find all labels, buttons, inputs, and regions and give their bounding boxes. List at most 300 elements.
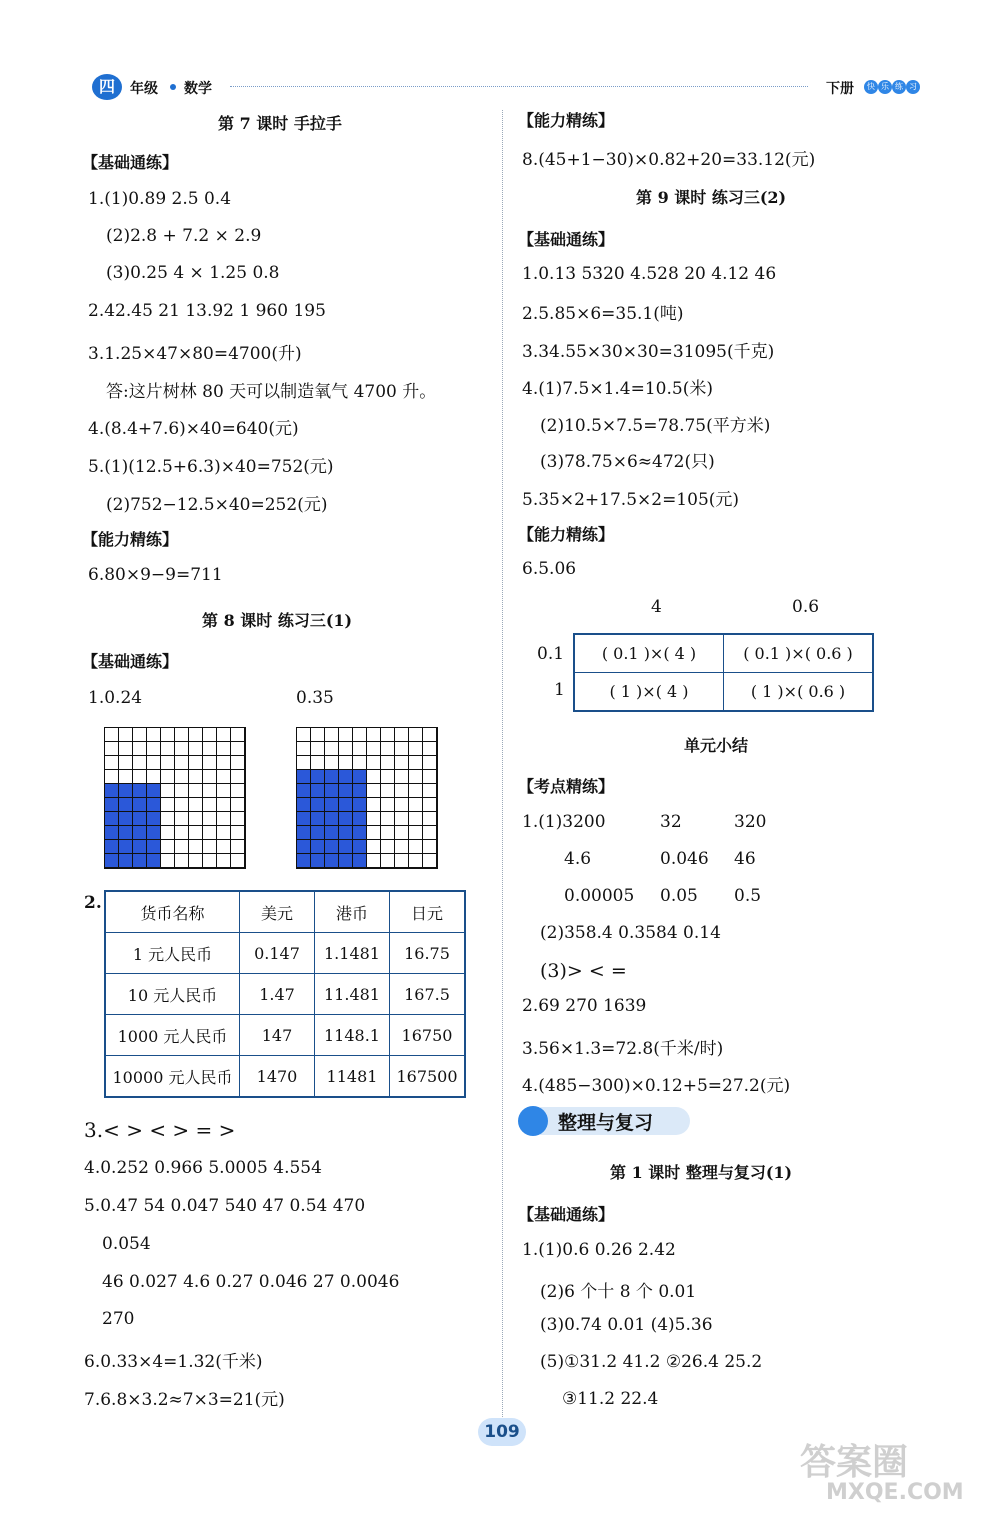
grid-cell [325, 798, 339, 812]
table-cell: 1.1481 [315, 933, 390, 974]
grid-cell [339, 770, 353, 784]
grid-cell [409, 728, 423, 742]
table-row [574, 634, 873, 673]
table-header-cell: 货币名称 [105, 891, 240, 933]
grid-cell [217, 854, 231, 868]
header-pill-3: 练 [892, 80, 906, 94]
column-divider [502, 110, 503, 1445]
grid-cell [133, 784, 147, 798]
u-q1d: (2)358.4 0.3584 0.14 [540, 923, 721, 943]
grid-cell [381, 854, 395, 868]
l8-q1: 1.0.24 [88, 688, 143, 708]
grid-cell [395, 812, 409, 826]
table-cell: 1000 元人民币 [105, 1015, 240, 1056]
grid-cell [231, 770, 245, 784]
grid-cell [395, 826, 409, 840]
table-cell: ( 0.1 )×( 4 ) [574, 634, 724, 673]
grid-cell [339, 826, 353, 840]
grid-cell [119, 854, 133, 868]
grid-cell [325, 826, 339, 840]
table-cell: 1 元人民币 [105, 933, 240, 974]
table-cell: ( 0.1 )×( 0.6 ) [724, 634, 874, 673]
grid-cell [339, 798, 353, 812]
grid-cell [311, 728, 325, 742]
u-q1c: 0.00005 [564, 886, 635, 906]
grid-cell [217, 812, 231, 826]
grid-cell [161, 812, 175, 826]
grid-cell [297, 770, 311, 784]
grid-cell [231, 728, 245, 742]
l7-q4: 4.(8.4+7.6)×40=640(元) [88, 419, 299, 439]
mult-col-label: 4 [651, 597, 662, 617]
grid-cell [105, 770, 119, 784]
grid-cell [105, 784, 119, 798]
grid-cell [297, 854, 311, 868]
table-cell: ( 1 )×( 0.6 ) [724, 673, 874, 712]
grid-cell [367, 784, 381, 798]
grid-cell [325, 854, 339, 868]
grid-cell [161, 770, 175, 784]
l8-basic-heading: 【基础通练】 [82, 652, 179, 671]
grid-cell [423, 756, 437, 770]
grid-cell [325, 728, 339, 742]
grid-cell [353, 854, 367, 868]
grid-cell [409, 784, 423, 798]
l9-q3: 3.34.55×30×30=31095(千克) [522, 342, 775, 362]
grid-cell [339, 784, 353, 798]
grid-cell [189, 770, 203, 784]
grid-cell [423, 840, 437, 854]
grid-cell [119, 840, 133, 854]
table-row [105, 1056, 465, 1098]
grid-cell [409, 854, 423, 868]
grid-cell [353, 784, 367, 798]
grid-cell [353, 770, 367, 784]
volume-label: 下册 [826, 81, 854, 97]
grid-cell [297, 728, 311, 742]
table-header-row [105, 891, 465, 933]
grid-cell [409, 742, 423, 756]
grid-cell [231, 742, 245, 756]
grid-cell [231, 798, 245, 812]
grid-cell [297, 812, 311, 826]
l7-q1b: (2)2.8 + 7.2 × 2.9 [106, 226, 262, 246]
grid-cell [311, 770, 325, 784]
grid-cell [175, 784, 189, 798]
u-q1a-3: 320 [734, 812, 767, 832]
grid-cell [339, 728, 353, 742]
header-dot [170, 84, 176, 90]
grid-cell [381, 742, 395, 756]
r1-q1d: (5)①31.2 41.2 ②26.4 25.2 [540, 1352, 763, 1372]
grid-cell [189, 728, 203, 742]
l8-q5d: 270 [102, 1309, 135, 1329]
r1-basic-heading: 【基础通练】 [518, 1205, 615, 1224]
grid-cell [367, 854, 381, 868]
grid-cell [325, 770, 339, 784]
l9-q6: 6.5.06 [522, 559, 577, 579]
table-header-cell: 美元 [240, 891, 315, 933]
u-q1c-2: 0.05 [660, 886, 698, 906]
grid-cell [353, 812, 367, 826]
grid-cell [189, 742, 203, 756]
grid-cell [395, 770, 409, 784]
table-cell: 167500 [390, 1056, 466, 1098]
lesson-7-title: 第 7 课时 手拉手 [218, 114, 342, 133]
currency-table [104, 890, 466, 1098]
table-cell: 16.75 [390, 933, 466, 974]
grid-cell [367, 798, 381, 812]
lesson-9-title: 第 9 课时 练习三(2) [636, 188, 787, 207]
grid-cell [133, 756, 147, 770]
grid-cell [353, 756, 367, 770]
grid-cell [423, 798, 437, 812]
l9-q4c: (3)78.75×6≈472(只) [540, 452, 715, 472]
header-rule [230, 86, 808, 87]
grid-cell [231, 840, 245, 854]
table-cell: 10000 元人民币 [105, 1056, 240, 1098]
grid-cell [325, 756, 339, 770]
r1-q1e: ③11.2 22.4 [562, 1389, 659, 1409]
grid-cell [381, 798, 395, 812]
grid-cell [105, 826, 119, 840]
grid-cell [147, 756, 161, 770]
grid-cell [297, 756, 311, 770]
grid-cell [325, 742, 339, 756]
l8-q5b: 0.054 [102, 1234, 151, 1254]
grid-cell [395, 854, 409, 868]
table-cell: 0.147 [240, 933, 315, 974]
u-q4: 4.(485−300)×0.12+5=27.2(元) [522, 1076, 791, 1096]
table-row [574, 673, 873, 712]
grid-cell [175, 812, 189, 826]
l7-q1a: 1.(1)0.89 2.5 0.4 [88, 189, 232, 209]
u-q1a-2: 32 [660, 812, 682, 832]
grid-cell [217, 798, 231, 812]
l7-q3-answer: 答:这片树林 80 天可以制造氧气 4700 升。 [106, 382, 437, 402]
grid-cell [217, 728, 231, 742]
grid-cell [119, 756, 133, 770]
l8-q3: 3.< > < > = > [84, 1118, 236, 1142]
grid-cell [105, 812, 119, 826]
grid-cell [353, 728, 367, 742]
grid-cell [367, 840, 381, 854]
r1-q1b: (2)6 个十 8 个 0.01 [540, 1282, 697, 1302]
grid-cell [189, 784, 203, 798]
u-q1a: 1.(1)3200 [522, 812, 606, 832]
table-cell: 11481 [315, 1056, 390, 1098]
l7-basic-heading: 【基础通练】 [82, 153, 179, 172]
grid-cell [395, 784, 409, 798]
review-lesson-1-title: 第 1 课时 整理与复习(1) [610, 1163, 793, 1182]
grid-cell [311, 826, 325, 840]
grid-cell [175, 770, 189, 784]
l7-q2: 2.42.45 21 13.92 1 960 195 [88, 301, 326, 321]
grid-cell [311, 742, 325, 756]
grid-cell [189, 756, 203, 770]
lesson-8-title: 第 8 课时 练习三(1) [202, 611, 353, 630]
grid-cell [175, 854, 189, 868]
grid-cell [175, 798, 189, 812]
table-row [105, 974, 465, 1015]
r-ability-heading: 【能力精练】 [518, 111, 615, 130]
table-cell: 1.47 [240, 974, 315, 1015]
u-q3: 3.56×1.3=72.8(千米/时) [522, 1039, 724, 1059]
grid-cell [381, 770, 395, 784]
l7-q1c: (3)0.25 4 × 1.25 0.8 [106, 263, 280, 283]
grid-cell [203, 770, 217, 784]
r1-q1a: 1.(1)0.6 0.26 2.42 [522, 1240, 676, 1260]
grid-cell [133, 798, 147, 812]
grid-cell [147, 854, 161, 868]
grid-cell [367, 728, 381, 742]
grid-cell [381, 784, 395, 798]
grid-cell [353, 840, 367, 854]
grid-cell [367, 812, 381, 826]
grid-cell [423, 812, 437, 826]
l9-q2: 2.5.85×6=35.1(吨) [522, 304, 684, 324]
u-q2: 2.69 270 1639 [522, 996, 647, 1016]
grid-cell [297, 798, 311, 812]
grid-cell [395, 798, 409, 812]
grid-cell [395, 756, 409, 770]
grid-cell [297, 742, 311, 756]
header-pill-4: 习 [906, 80, 920, 94]
l8-q7: 7.6.8×3.2≈7×3=21(元) [84, 1390, 285, 1410]
grid-cell [409, 812, 423, 826]
grid-cell [203, 798, 217, 812]
r-q8: 8.(45+1−30)×0.82+20=33.12(元) [522, 150, 816, 170]
grid-cell [423, 742, 437, 756]
grid-cell [175, 742, 189, 756]
grid-cell [381, 826, 395, 840]
grid-cell [203, 826, 217, 840]
header-pill-2: 乐 [878, 80, 892, 94]
header-pill-1: 快 [864, 80, 878, 94]
grid-cell [189, 840, 203, 854]
grid-cell [133, 826, 147, 840]
grid-cell [217, 742, 231, 756]
grid-cell [217, 784, 231, 798]
l8-q1-second: 0.35 [296, 688, 334, 708]
l9-q1: 1.0.13 5320 4.528 20 4.12 46 [522, 264, 777, 284]
grid-cell [325, 840, 339, 854]
grid-cell [119, 812, 133, 826]
grid-cell [161, 756, 175, 770]
grid-cell [203, 742, 217, 756]
grid-cell [217, 770, 231, 784]
mult-row-label: 0.1 [537, 644, 565, 664]
l9-ability-heading: 【能力精练】 [518, 525, 615, 544]
grid-cell [381, 728, 395, 742]
grid-cell [311, 798, 325, 812]
grid-cell [217, 826, 231, 840]
grid-cell [367, 756, 381, 770]
table-cell: 16750 [390, 1015, 466, 1056]
grid-cell [231, 854, 245, 868]
grid-cell [423, 826, 437, 840]
grid-cell [133, 770, 147, 784]
grid-cell [105, 854, 119, 868]
grid-cell [311, 756, 325, 770]
unit-summary-title: 单元小结 [684, 736, 749, 755]
grid-cell [231, 826, 245, 840]
table-cell: 10 元人民币 [105, 974, 240, 1015]
u-q1b: 4.6 [564, 849, 592, 869]
grid-cell [231, 812, 245, 826]
grid-cell [203, 756, 217, 770]
grid-cell [367, 742, 381, 756]
grid-cell [381, 840, 395, 854]
grid-cell [311, 854, 325, 868]
grid-cell [119, 784, 133, 798]
grid-cell [161, 742, 175, 756]
grid-cell [147, 812, 161, 826]
l8-q2-label: 2. [84, 893, 102, 913]
grid-cell [189, 798, 203, 812]
grid-cell [133, 742, 147, 756]
grid-cell [147, 728, 161, 742]
grid-cell [423, 784, 437, 798]
grid-cell [161, 798, 175, 812]
grid-cell [325, 812, 339, 826]
grid-cell [147, 770, 161, 784]
grid-cell [161, 826, 175, 840]
grid-cell [409, 770, 423, 784]
table-cell: 1148.1 [315, 1015, 390, 1056]
grid-cell [409, 826, 423, 840]
grid-cell [297, 840, 311, 854]
l7-ability-heading: 【能力精练】 [82, 530, 179, 549]
grid-cell [203, 854, 217, 868]
page-number: 109 [478, 1418, 526, 1446]
watermark-logo: 答案圈 [800, 1442, 909, 1483]
grid-cell [175, 756, 189, 770]
grid-cell [423, 770, 437, 784]
grid-cell [353, 826, 367, 840]
grid-cell [119, 728, 133, 742]
grid-cell [175, 826, 189, 840]
grid-cell [367, 826, 381, 840]
grid-cell [147, 742, 161, 756]
grid-cell [105, 756, 119, 770]
grid-cell [339, 742, 353, 756]
table-row [105, 933, 465, 974]
table-header-cell: 港币 [315, 891, 390, 933]
grid-cell [203, 784, 217, 798]
u-q1b-3: 46 [734, 849, 756, 869]
grid-cell [119, 798, 133, 812]
grid-cell [353, 742, 367, 756]
grid-cell [133, 812, 147, 826]
grid-cell [339, 840, 353, 854]
table-cell: ( 1 )×( 4 ) [574, 673, 724, 712]
grid-cell [105, 742, 119, 756]
l7-q5b: (2)752−12.5×40=252(元) [106, 495, 328, 515]
grid-cell [147, 840, 161, 854]
grid-cell [381, 812, 395, 826]
l9-q4b: (2)10.5×7.5=78.75(平方米) [540, 416, 771, 436]
grid-cell [189, 812, 203, 826]
table-row [105, 1015, 465, 1056]
l8-q5c: 46 0.027 4.6 0.27 0.046 27 0.0046 [102, 1272, 400, 1292]
grid-cell [339, 756, 353, 770]
multiplication-table [573, 633, 874, 712]
l9-basic-heading: 【基础通练】 [518, 230, 615, 249]
grid-cell [381, 756, 395, 770]
grade-badge: 四 [92, 74, 122, 100]
grid-cell [147, 826, 161, 840]
grid-cell [311, 812, 325, 826]
grid-cell [231, 784, 245, 798]
table-header-cell: 日元 [390, 891, 466, 933]
grid-cell [217, 756, 231, 770]
table-cell: 1470 [240, 1056, 315, 1098]
grid-cell [189, 854, 203, 868]
table-cell: 147 [240, 1015, 315, 1056]
mult-col-label: 0.6 [792, 597, 820, 617]
grid-cell [311, 784, 325, 798]
grid-cell [175, 840, 189, 854]
grid-cell [203, 840, 217, 854]
grid-cell [189, 826, 203, 840]
grid-cell [395, 728, 409, 742]
l7-q6: 6.80×9−9=711 [88, 565, 223, 585]
table-cell: 167.5 [390, 974, 466, 1015]
grid-cell [147, 784, 161, 798]
grid-cell [161, 840, 175, 854]
grid-cell [395, 742, 409, 756]
grid-cell [119, 742, 133, 756]
grid-cell [297, 784, 311, 798]
l9-q5: 5.35×2+17.5×2=105(元) [522, 490, 740, 510]
l7-q5a: 5.(1)(12.5+6.3)×40=752(元) [88, 457, 334, 477]
grid-cell [203, 728, 217, 742]
grid-cell [161, 784, 175, 798]
grid-cell [409, 756, 423, 770]
grid-cell [395, 840, 409, 854]
grid-cell [409, 798, 423, 812]
l8-q6: 6.0.33×4=1.32(千米) [84, 1352, 263, 1372]
grid-cell [339, 812, 353, 826]
watermark-url: MXQE.COM [826, 1480, 964, 1505]
l7-q3: 3.1.25×47×80=4700(升) [88, 344, 302, 364]
grid-cell [119, 826, 133, 840]
kaodian-heading: 【考点精练】 [518, 777, 615, 796]
hundred-grid-0-24 [104, 727, 246, 869]
grid-cell [311, 840, 325, 854]
grid-cell [147, 798, 161, 812]
grade-label: 年级 [130, 81, 158, 97]
grid-cell [203, 812, 217, 826]
grid-cell [161, 854, 175, 868]
grid-cell [353, 798, 367, 812]
grid-cell [217, 840, 231, 854]
l9-q4a: 4.(1)7.5×1.4=10.5(米) [522, 379, 713, 399]
grid-cell [325, 784, 339, 798]
grid-cell [133, 728, 147, 742]
grid-cell [105, 798, 119, 812]
grid-cell [133, 840, 147, 854]
grid-cell [175, 728, 189, 742]
grid-cell [409, 840, 423, 854]
table-cell: 11.481 [315, 974, 390, 1015]
grid-cell [161, 728, 175, 742]
grid-cell [105, 728, 119, 742]
hundred-grid-0-35 [296, 727, 438, 869]
l8-q4: 4.0.252 0.966 5.0005 4.554 [84, 1158, 322, 1178]
grid-cell [119, 770, 133, 784]
